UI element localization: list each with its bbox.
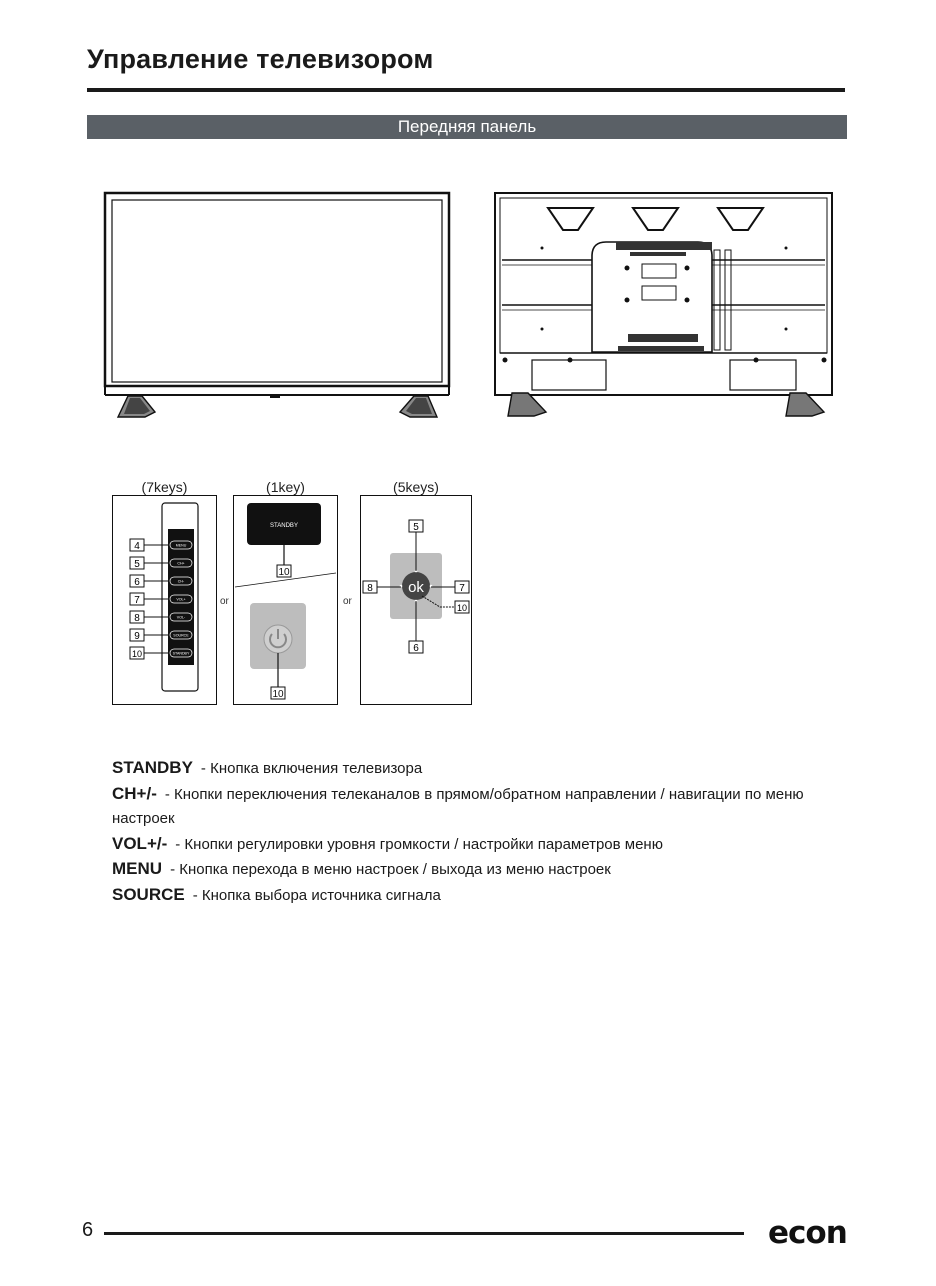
diagram-7keys [112, 495, 218, 705]
or-label: or [343, 596, 352, 607]
tv-front-view [100, 188, 456, 422]
section-header: Передняя панель [87, 115, 847, 139]
legend-desc: - Кнопки переключения телеканалов в прямом/обратном направлении / навигации по меню настроек [112, 785, 804, 827]
side-key-label: STANDBY [172, 651, 190, 656]
panel-label-7keys: (7keys) [141, 479, 188, 495]
side-key-label: SOURCE [173, 633, 189, 638]
legend-row [112, 832, 832, 858]
footer-divider [104, 1232, 744, 1235]
callout-10: 10 [456, 603, 468, 613]
legend-key: SOURCE [112, 884, 185, 904]
key-callout-number: 8 [134, 613, 140, 624]
button-legend [112, 756, 832, 908]
legend-desc: - Кнопки регулировки уровня громкости / настройки параметров меню [175, 835, 663, 853]
legend-row [112, 756, 832, 782]
side-key-label: MENU [175, 543, 187, 548]
side-key-label: CH- [177, 579, 185, 584]
callout-7: 7 [459, 583, 465, 594]
legend-desc: - Кнопка перехода в меню настроек / выхода из меню настроек [170, 861, 611, 878]
legend-key: STANDBY [112, 758, 193, 777]
side-key-label: VOL+ [176, 597, 186, 602]
key-callout-number: 4 [134, 541, 140, 552]
callout-8: 8 [367, 583, 373, 594]
legend-key: MENU [112, 859, 163, 878]
callout-bottom: 10 [272, 689, 284, 700]
callout-5: 5 [413, 522, 419, 533]
or-label: or [220, 596, 229, 607]
legend-key: VOL+/- [112, 833, 168, 853]
diagram-1key [233, 495, 339, 705]
page-title: Управление телевизором [87, 44, 434, 74]
key-callout-number: 6 [134, 577, 140, 588]
page-number: 6 [82, 1219, 94, 1241]
panel-label-1key: (1key) [266, 479, 305, 495]
legend-row [112, 782, 832, 832]
title-divider [87, 88, 845, 92]
key-callout-number: 5 [134, 559, 140, 570]
diagram-5keys [360, 495, 472, 705]
key-callout-number: 7 [134, 595, 140, 606]
legend-desc: - Кнопка включения телевизора [200, 760, 423, 777]
legend-row [112, 883, 832, 909]
brand-logo-text: econ [768, 1215, 847, 1251]
side-key-label: CH+ [177, 561, 185, 566]
legend-row [112, 857, 832, 883]
ok-button-label: ok [408, 579, 424, 596]
key-callout-number: 10 [131, 649, 143, 659]
brand-logo [768, 1215, 864, 1251]
legend-desc: - Кнопка выбора источника сигнала [192, 886, 441, 904]
panel-label-5keys: (5keys) [393, 479, 439, 495]
legend-key: CH+/- [112, 783, 157, 803]
key-callout-number: 9 [134, 631, 140, 642]
tv-back-view [490, 188, 840, 422]
side-key-label: VOL- [176, 615, 186, 620]
callout-top: 10 [278, 567, 290, 578]
standby-key-label: STANDBY [270, 523, 298, 529]
callout-6: 6 [413, 643, 419, 654]
